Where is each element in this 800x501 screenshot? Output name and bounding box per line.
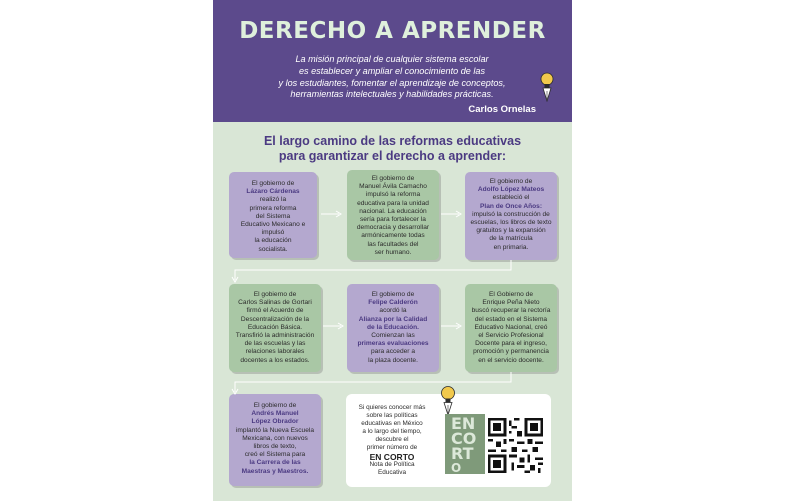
info-line: Si quieres conocer más — [358, 404, 426, 411]
en-corto-text — [349, 404, 435, 477]
card-line: Felipe Calderón — [368, 299, 418, 307]
card-line: para acceder a — [371, 348, 415, 356]
logo-letters: CO — [451, 429, 477, 448]
card-line: libros de texto, — [253, 443, 297, 451]
card-line: en el servicio docente. — [478, 356, 544, 364]
subtitle-line: El largo camino de las reformas educativas — [263, 134, 522, 148]
page-title: DERECHO A APRENDER — [239, 18, 546, 44]
quote-line: es establecer y ampliar el conocimiento de las — [298, 65, 485, 76]
card-line: en primaria. — [493, 243, 529, 251]
card-line: del estado en el Sistema — [474, 315, 548, 323]
card-line: nacional. La educación — [359, 207, 427, 215]
card-line: El Gobierno de — [489, 291, 533, 298]
reform-card-lopez-obrador — [229, 394, 321, 486]
en-corto-logo — [445, 414, 485, 474]
card-line: creó el Sistema para — [244, 451, 306, 459]
card-line: de la matrícula — [489, 235, 533, 243]
section-subtitle — [213, 134, 572, 163]
card-line: Mexicana, con nuevos — [242, 434, 308, 442]
arrow-right-icon — [321, 210, 343, 218]
card-line: López Obrador — [251, 418, 299, 426]
card-line: Docente para el ingreso, — [475, 340, 547, 348]
card-line: ser humano. — [374, 248, 412, 256]
fountain-pen-bulb-icon — [539, 72, 555, 102]
card-line: Descentralización de la — [240, 315, 310, 323]
header-banner — [213, 0, 572, 122]
card-line: la plaza docente. — [368, 356, 418, 364]
logo-letters: RT — [451, 444, 474, 463]
card-line: docentes a los estados. — [240, 356, 310, 364]
card-line: la Carrera de las — [249, 459, 301, 467]
card-line: escuelas, los libros de texto — [470, 219, 552, 227]
card-line: buscó recuperar la rectoría — [471, 307, 551, 315]
info-line: sobre las políticas — [366, 412, 418, 420]
card-line: sería para fortalecer la — [360, 216, 426, 224]
reform-card-pena-nieto — [465, 284, 557, 372]
reform-card-lopez-mateos — [465, 172, 557, 260]
card-line: El gobierno de — [253, 402, 297, 409]
card-line: impulsó la construcción de — [472, 210, 550, 218]
logo-letters: EN — [451, 414, 476, 433]
card-line: impulsó — [261, 229, 285, 237]
reform-card-avila-camacho — [347, 170, 439, 260]
card-line: Andrés Manuel — [251, 410, 299, 418]
card-line: las facultades del — [367, 240, 419, 248]
card-line: estableció el — [492, 194, 530, 202]
quote-author: Carlos Ornelas — [468, 104, 536, 115]
card-line: gratuitos y la expansión — [476, 227, 546, 235]
arrow-right-icon — [441, 322, 463, 330]
info-line: descubre el — [375, 436, 409, 444]
card-line: Adolfo López Mateos — [477, 186, 545, 194]
card-line: Enrique Peña Nieto — [482, 299, 540, 307]
card-line: Transfirió la administración — [235, 332, 315, 340]
fountain-pen-bulb-icon — [439, 386, 457, 416]
en-corto-title: EN CORTO — [369, 451, 415, 462]
card-line: Lázaro Cárdenas — [246, 188, 300, 196]
row-connector-2 — [231, 370, 513, 396]
reform-card-salinas — [229, 284, 321, 372]
card-line: impulsó la reforma — [365, 191, 421, 199]
card-line: armónicamente todas — [361, 232, 425, 240]
card-line: de las escuelas y las — [244, 340, 306, 348]
card-line: implantó la Nueva Escuela — [235, 426, 315, 434]
card-line: socialista. — [258, 245, 288, 253]
card-line: Educación Básica. — [247, 323, 303, 331]
info-line: primer número de — [366, 444, 418, 452]
card-line: Educativo Mexicano e — [240, 221, 306, 229]
card-line: firmó el Acuerdo de — [246, 307, 304, 315]
card-line: primera reforma — [249, 204, 297, 212]
reform-card-cardenas — [229, 172, 317, 258]
quote-line: y los estudiantes, fomentar el aprendizaje de conceptos, — [278, 77, 506, 88]
info-line: educativas en México — [361, 420, 423, 428]
qr-code[interactable] — [488, 418, 543, 473]
card-line: de la Educación. — [366, 323, 420, 331]
reform-card-calderon — [347, 284, 439, 372]
card-line: Carlos Salinas de Gortari — [238, 299, 312, 307]
card-line: El gobierno de — [371, 175, 415, 182]
card-line: El gobierno de — [489, 178, 533, 185]
card-line: el Servicio Profesional — [478, 332, 544, 340]
quote — [233, 54, 551, 101]
quote-line: La misión principal de cualquier sistema escolar — [295, 54, 489, 64]
card-line: Maestras y Maestros. — [241, 467, 309, 475]
card-line: relaciones laborales — [245, 348, 305, 356]
quote-line: herramientas intelectuales y habilidades prácticas. — [290, 89, 494, 100]
card-line: promoción y permanencia — [473, 348, 549, 356]
info-line: a lo largo del tiempo, — [362, 428, 422, 436]
logo-letters: O — [451, 461, 462, 475]
card-line: democracia y desarrollar — [356, 224, 430, 232]
row-connector-1 — [231, 258, 513, 284]
info-line: Educativa — [377, 468, 407, 476]
card-line: realizó la — [259, 196, 287, 204]
card-line: educativa para la unidad — [357, 199, 429, 207]
info-line: Nota de Política — [369, 460, 415, 468]
card-line: Educativo Nacional, creó — [474, 323, 548, 331]
card-line: del Sistema — [255, 212, 291, 220]
subtitle-line: para garantizar el derecho a aprender: — [278, 148, 507, 163]
card-line: El gobierno de — [371, 291, 415, 298]
arrow-right-icon — [323, 322, 345, 330]
card-line: acordó la — [379, 307, 407, 315]
card-line: Plan de Once Años: — [479, 202, 543, 210]
card-line: Alianza por la Calidad — [358, 315, 428, 323]
card-line: El gobierno de — [253, 291, 297, 298]
card-line: primeras evaluaciones — [357, 340, 429, 348]
card-line: Comienzan las — [371, 332, 415, 340]
card-line: Manuel Ávila Camacho — [359, 183, 427, 191]
card-line: El gobierno de — [251, 180, 295, 187]
poster — [213, 0, 572, 501]
card-line: la educación — [254, 237, 292, 245]
arrow-right-icon — [441, 210, 463, 218]
